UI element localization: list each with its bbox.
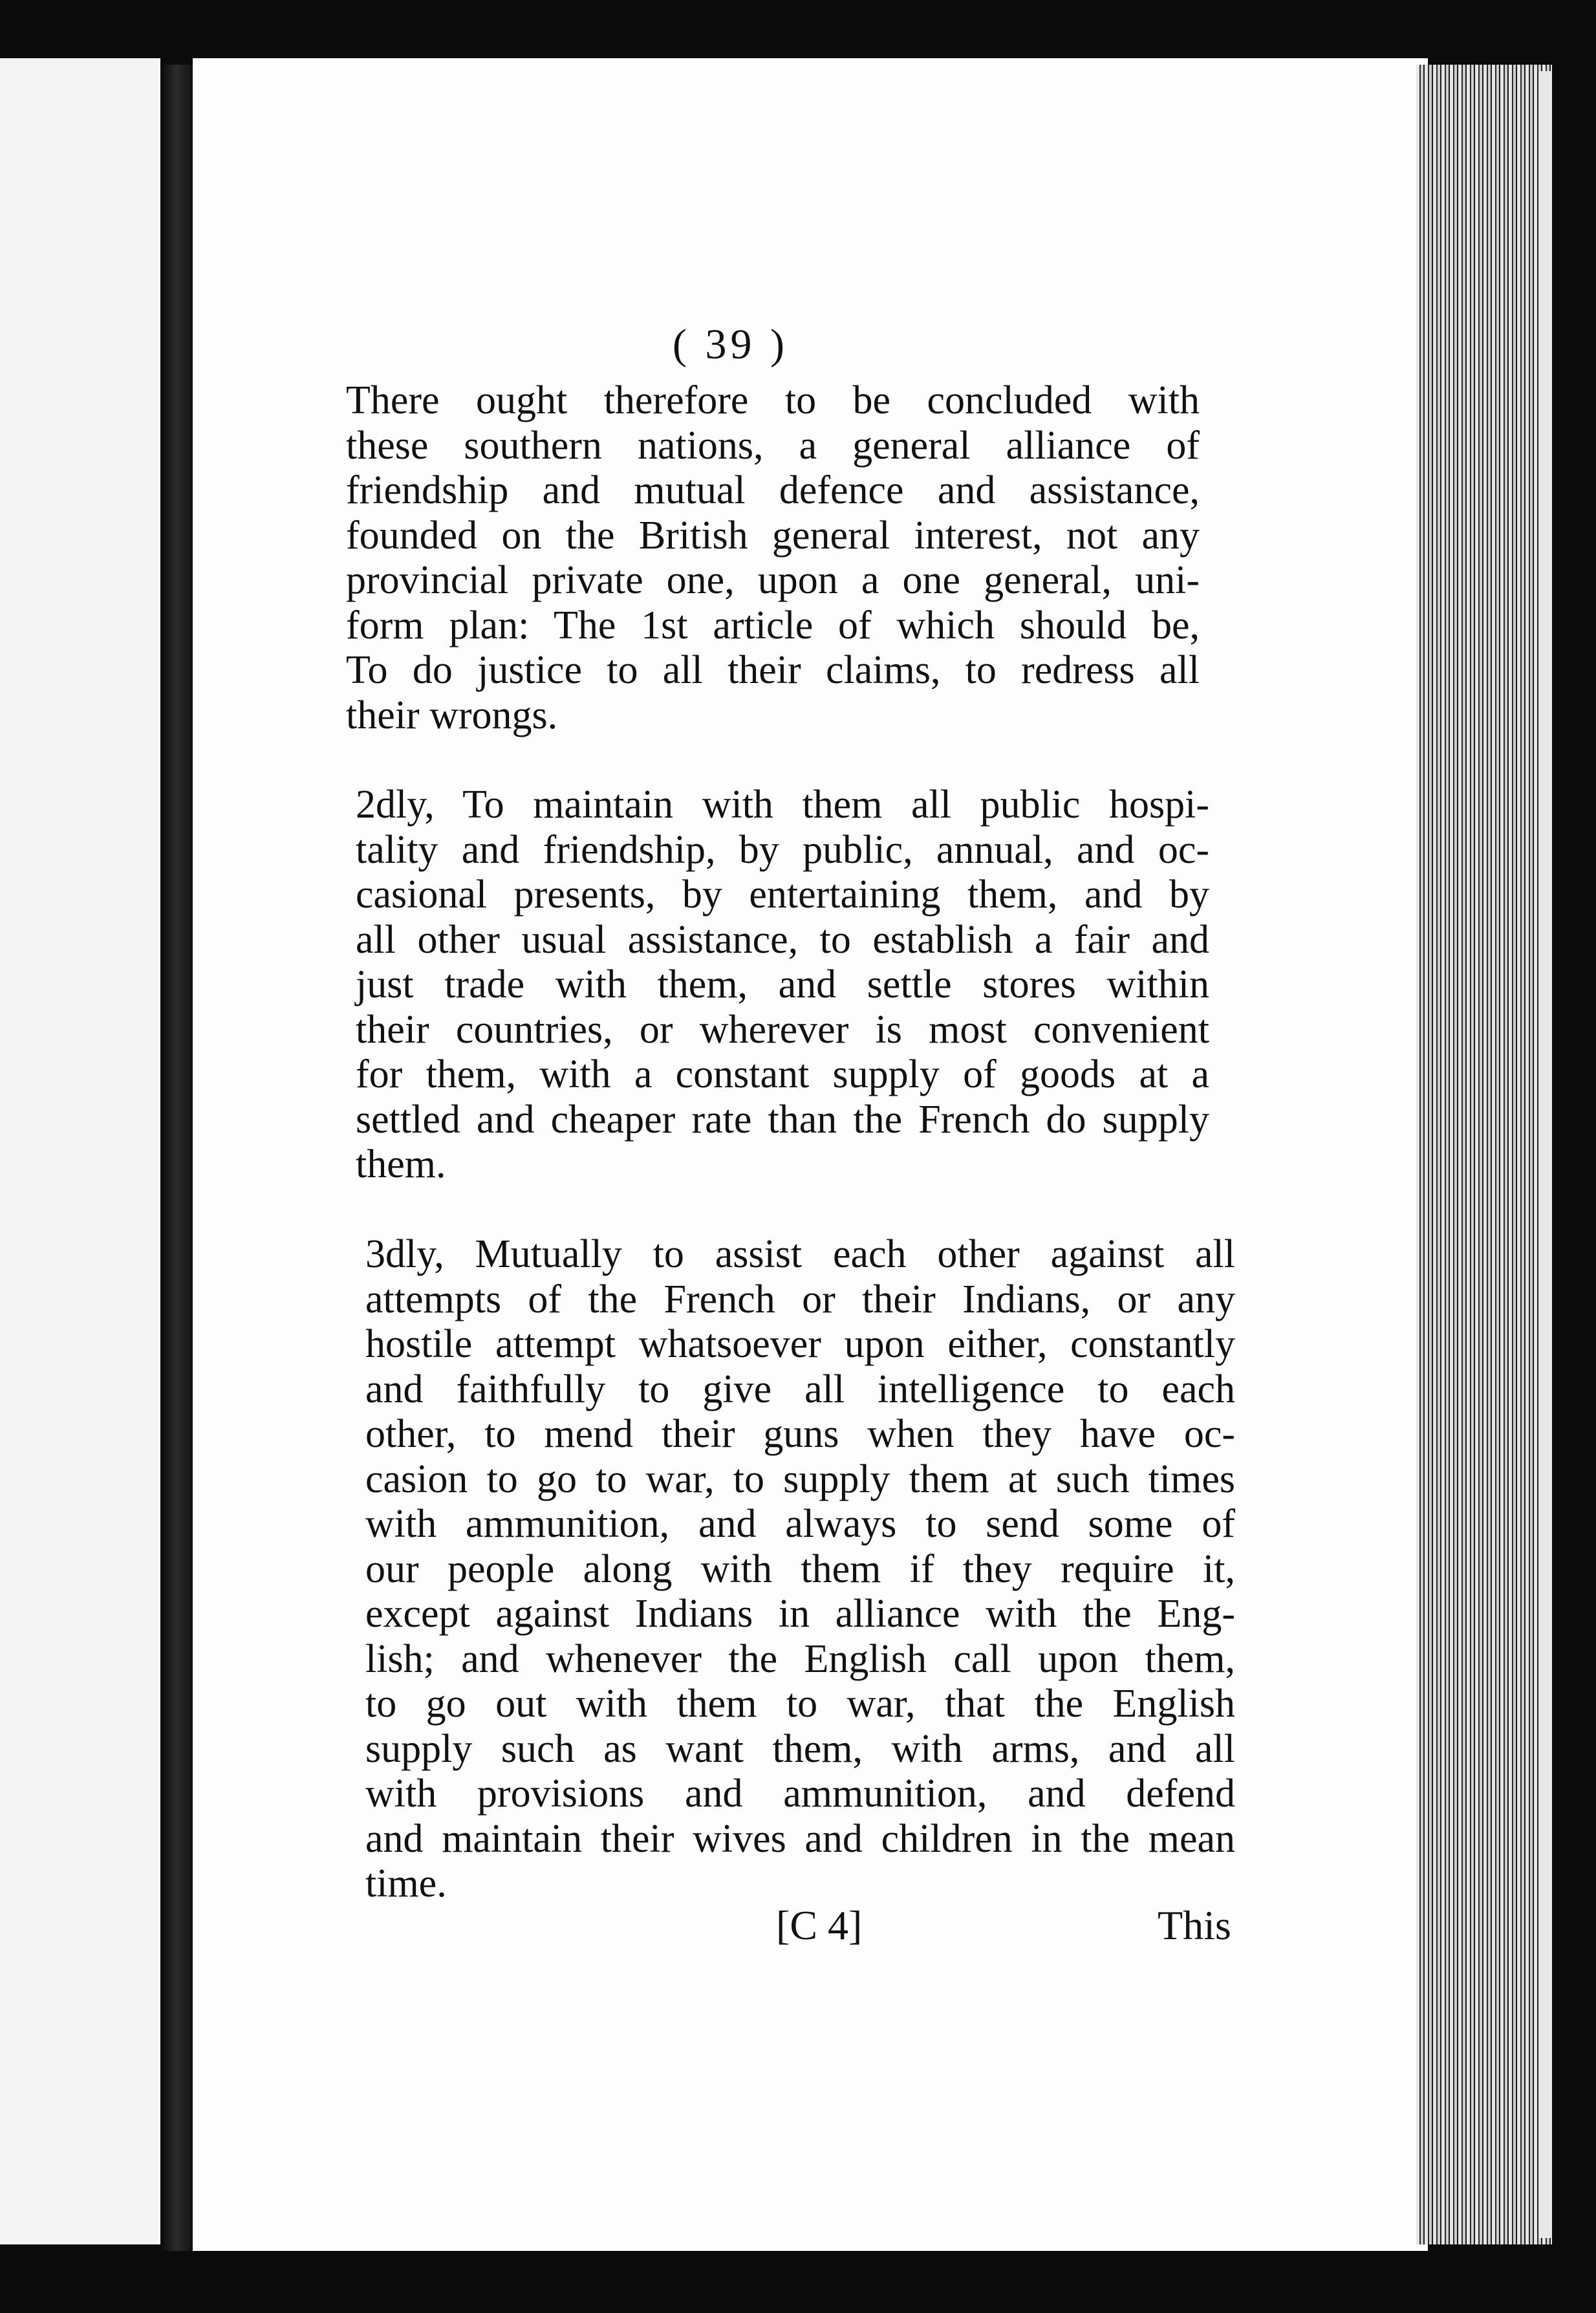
paragraph-line: their countries, or wherever is most convenient: [356, 1007, 1209, 1052]
paragraph-line: time.: [365, 1862, 447, 1906]
paragraph-line: them.: [356, 1142, 446, 1186]
book-gutter: [160, 65, 193, 2251]
paragraph-line: hostile attempt whatsoever upon either, constantly: [365, 1322, 1235, 1366]
paragraph-line: casion to go to war, to supply them at such times: [365, 1457, 1235, 1501]
paragraph-line: with ammunition, and always to send some of: [365, 1502, 1235, 1546]
page-number: ( 39 ): [673, 321, 788, 368]
paragraph-line: provincial private one, upon a one general, uni-: [346, 558, 1200, 602]
paragraph-1: [346, 378, 1200, 738]
paragraph-line: all other usual assistance, to establish a fair and: [356, 917, 1209, 962]
paragraph-line: 2dly, To maintain with them all public hospi-: [356, 783, 1209, 827]
signature-mark: [C 4]: [776, 1902, 863, 1948]
paragraph-line: these southern nations, a general alliance of: [346, 423, 1200, 468]
paragraph-line: attempts of the French or their Indians, or any: [365, 1277, 1235, 1321]
paragraph-line: casional presents, by entertaining them, and by: [356, 873, 1209, 917]
paragraph-line: form plan: The 1st article of which should be,: [346, 603, 1200, 647]
paragraph-2: [356, 783, 1209, 1188]
paragraph-line: 3dly, Mutually to assist each other against all: [365, 1232, 1235, 1276]
paragraph-3: [365, 1232, 1235, 1907]
paragraph-line: their wrongs.: [346, 693, 558, 737]
catchword: This: [1158, 1902, 1231, 1948]
paragraph-line: supply such as want them, with arms, and all: [365, 1726, 1235, 1771]
paragraph-line: tality and friendship, by public, annual, and oc-: [356, 827, 1209, 872]
paragraph-line: for them, with a constant supply of goods at a: [356, 1052, 1209, 1096]
paragraph-line: and faithfully to give all intelligence to each: [365, 1367, 1235, 1411]
paragraph-line: with provisions and ammunition, and defend: [365, 1772, 1235, 1816]
paragraph-line: lish; and whenever the English call upon them,: [365, 1636, 1235, 1681]
paragraph-line: just trade with them, and settle stores within: [356, 962, 1209, 1006]
paragraph-line: other, to mend their guns when they have oc-: [365, 1412, 1235, 1456]
paragraph-line: except against Indians in alliance with the Eng-: [365, 1592, 1235, 1636]
paragraph-line: to go out with them to war, that the English: [365, 1682, 1235, 1726]
paragraph-line: settled and cheaper rate than the French do supply: [356, 1097, 1209, 1142]
paragraph-line: our people along with them if they require it,: [365, 1547, 1235, 1591]
paragraph-line: and maintain their wives and children in the mean: [365, 1816, 1235, 1861]
paragraph-line: To do justice to all their claims, to redress all: [346, 648, 1200, 692]
paragraph-line: founded on the British general interest, not any: [346, 513, 1200, 558]
paragraph-line: friendship and mutual defence and assistance,: [346, 468, 1200, 512]
paragraph-line: There ought therefore to be concluded with: [346, 378, 1200, 422]
page-stack-outer-edge: [1539, 71, 1551, 2238]
facing-page-edge: [0, 58, 160, 2244]
page-stack-edges: [1416, 65, 1552, 2244]
